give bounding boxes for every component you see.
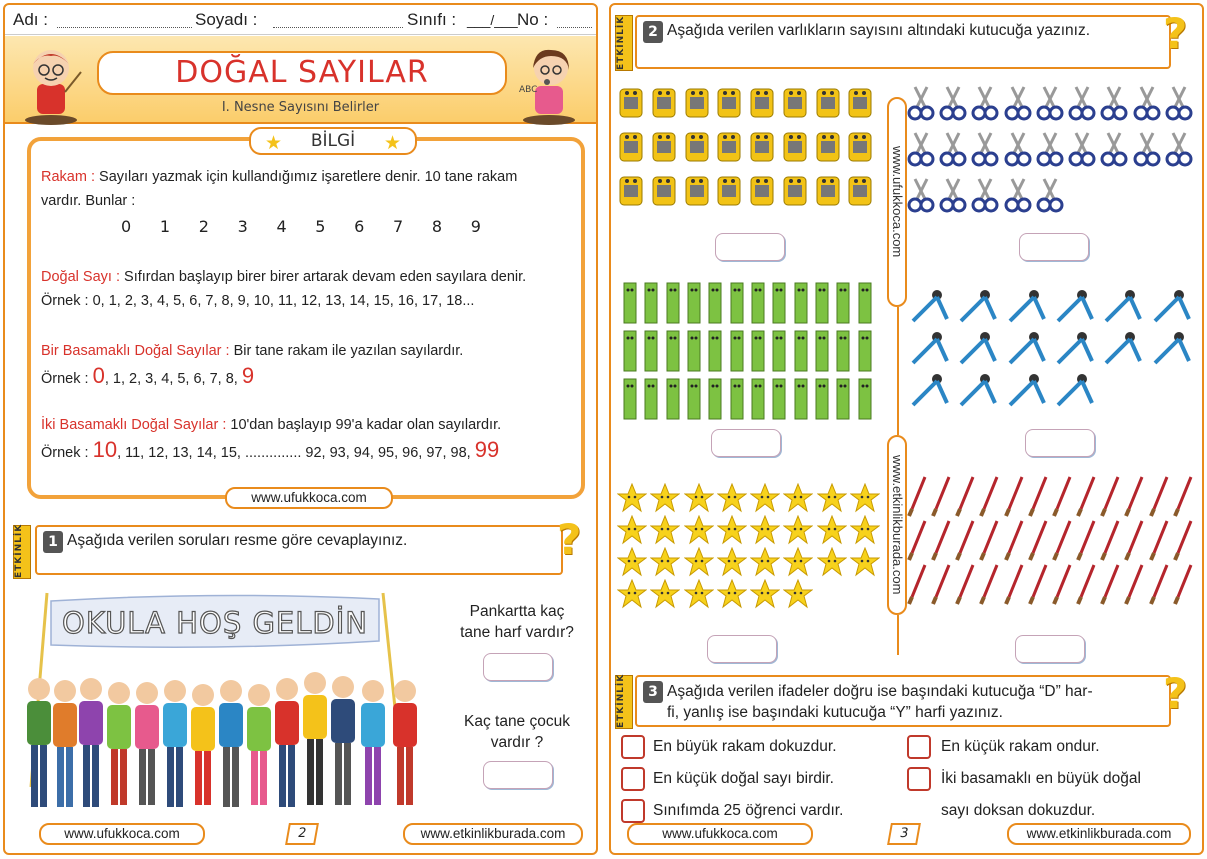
scissors-icon	[939, 85, 967, 123]
star-icon	[717, 515, 747, 545]
ruler-icon	[728, 329, 746, 373]
sharpener-icon	[650, 171, 678, 209]
brush-icon	[979, 519, 1001, 561]
answer-checkbox[interactable]	[621, 735, 645, 759]
bir-text: Bir tane rakam ile yazılan sayılardır.	[233, 343, 464, 359]
scissors-icon	[1036, 131, 1064, 169]
ruler-icon	[749, 281, 767, 325]
surname-label: Soyadı :	[195, 10, 258, 29]
star-icon	[617, 579, 647, 609]
scissors-icon	[1004, 131, 1032, 169]
ruler-icon	[834, 329, 852, 373]
ruler-icon	[749, 329, 767, 373]
digit: 1	[159, 217, 171, 236]
ruler-icon	[770, 377, 788, 421]
brush-icon	[1052, 519, 1074, 561]
sharpener-icon	[617, 171, 645, 209]
compass-icon	[1004, 371, 1048, 409]
no-line[interactable]	[557, 27, 592, 28]
ruler-answer-box[interactable]	[711, 429, 781, 457]
star-icon	[617, 547, 647, 577]
compass-group	[907, 287, 1197, 409]
class-label: Sınıfı :	[407, 10, 457, 29]
statement: Sınıfımda 25 öğrenci vardır.	[653, 802, 844, 819]
star-icon	[817, 547, 847, 577]
ruler-icon	[792, 377, 810, 421]
digit: 9	[470, 217, 481, 236]
compass-icon	[1052, 287, 1096, 325]
digit: 5	[315, 217, 326, 236]
left-page	[3, 3, 598, 855]
star-icon	[650, 483, 680, 513]
brush-icon	[1028, 563, 1050, 605]
footer-website-right[interactable]: www.etkinlikburada.com	[403, 823, 583, 845]
star-icon	[750, 483, 780, 513]
sharpener-icon	[748, 127, 776, 165]
student-info-header	[5, 5, 596, 35]
activity2-number: 2	[643, 21, 663, 43]
digit: 6	[354, 217, 365, 236]
ruler-icon	[856, 329, 874, 373]
brush-icon	[1124, 563, 1146, 605]
answer-checkbox[interactable]	[907, 735, 931, 759]
brush-icon	[1028, 519, 1050, 561]
sharpener-icon	[683, 127, 711, 165]
brush-icon	[979, 563, 1001, 605]
singing-girl-icon	[517, 42, 581, 126]
dogal-example: Örnek : 0, 1, 2, 3, 4, 5, 6, 7, 8, 9, 10, 11, 12, 13, 14, 15, 16, 17, 18...	[41, 293, 475, 309]
activity-tag: ETKİNLİK	[615, 675, 633, 729]
ruler-icon	[856, 377, 874, 421]
vertical-website-2[interactable]: www.etkinlikburada.com	[887, 435, 907, 615]
compass-icon	[1100, 329, 1144, 367]
digit: 4	[276, 217, 287, 236]
sharpener-icon	[846, 171, 874, 209]
compass-answer-box[interactable]	[1025, 429, 1095, 457]
ruler-icon	[621, 329, 639, 373]
middle-numbers: , 1, 2, 3, 4, 5, 6, 7, 8,	[104, 371, 238, 387]
star-icon	[717, 579, 747, 609]
digit: 7	[393, 217, 404, 236]
ruler-icon	[813, 281, 831, 325]
rakam-text1: Sayıları yazmak için kullandığımız işaretlere denir. 10 tane rakam	[99, 169, 518, 185]
ruler-icon	[834, 377, 852, 421]
rakam-term: Rakam :	[41, 169, 95, 185]
first-number: 10	[92, 437, 118, 462]
scissors-icon	[1100, 131, 1128, 169]
ruler-icon	[642, 329, 660, 373]
digit-list	[121, 217, 481, 236]
ruler-icon	[664, 329, 682, 373]
ruler-icon	[813, 377, 831, 421]
sharpener-icon	[846, 83, 874, 121]
scissors-icon	[1100, 85, 1128, 123]
iki-example	[41, 437, 499, 463]
brush-icon	[1149, 563, 1171, 605]
digit: 2	[198, 217, 209, 236]
middle-numbers: , 11, 12, 13, 14, 15, .............. 92, 93, 94, 95, 96, 97, 98,	[117, 445, 471, 461]
scissors-icon	[1068, 131, 1096, 169]
brush-icon	[1100, 519, 1122, 561]
compass-icon	[1052, 371, 1096, 409]
star-icon	[750, 547, 780, 577]
example-prefix: Örnek :	[41, 371, 89, 387]
ruler-icon	[792, 281, 810, 325]
star-icon	[717, 483, 747, 513]
sharpener-icon	[814, 171, 842, 209]
compass-icon	[1004, 329, 1048, 367]
scissors-answer-box[interactable]	[1019, 233, 1089, 261]
brush-icon	[1173, 563, 1195, 605]
ruler-icon	[770, 281, 788, 325]
brush-icon	[931, 519, 953, 561]
ruler-icon	[813, 329, 831, 373]
digit: 8	[431, 217, 443, 236]
bir-line	[41, 343, 463, 359]
activity1-question-bar	[35, 525, 563, 575]
compass-icon	[955, 371, 999, 409]
brush-group	[907, 475, 1197, 605]
star-icon	[750, 579, 780, 609]
scissors-icon	[971, 131, 999, 169]
sharpener-icon	[781, 127, 809, 165]
brush-icon	[1076, 563, 1098, 605]
sharpener-icon	[715, 171, 743, 209]
sharpener-icon	[715, 127, 743, 165]
brush-icon	[1100, 475, 1122, 517]
welcome-banner-illustration	[17, 587, 437, 817]
star-group	[617, 483, 883, 609]
activity3-question	[667, 681, 1093, 723]
brush-icon	[907, 563, 929, 605]
right-page	[609, 3, 1204, 855]
brush-icon	[907, 475, 929, 517]
ruler-icon	[834, 281, 852, 325]
ruler-icon	[664, 281, 682, 325]
surname-line[interactable]	[273, 27, 403, 28]
sharpener-icon	[617, 127, 645, 165]
brush-icon	[1052, 475, 1074, 517]
scissors-icon	[971, 85, 999, 123]
scissors-group	[907, 85, 1197, 215]
page-number: 3	[887, 823, 921, 845]
rakam-text2: vardır. Bunlar :	[41, 193, 136, 209]
sharpener-icon	[814, 127, 842, 165]
star-icon	[684, 515, 714, 545]
activity1-question: Aşağıda verilen soruları resme göre cevaplayınız.	[67, 532, 408, 549]
star-icon	[684, 547, 714, 577]
sharpener-answer-box[interactable]	[715, 233, 785, 261]
scissors-icon	[1036, 85, 1064, 123]
last-number: 9	[241, 363, 255, 388]
star-icon	[817, 483, 847, 513]
activity3-question-line1: Aşağıda verilen ifadeler doğru ise başındaki kutucuğa “D” har-	[667, 683, 1093, 700]
divider	[897, 615, 899, 655]
brush-icon	[907, 519, 929, 561]
sharpener-icon	[748, 83, 776, 121]
class-separator[interactable]: ___/___	[467, 12, 518, 28]
scissors-icon	[939, 177, 967, 215]
children-group	[27, 672, 417, 807]
compass-icon	[907, 287, 951, 325]
star-icon	[617, 515, 647, 545]
bir-example	[41, 363, 254, 389]
statement: En büyük rakam dokuzdur.	[653, 738, 837, 755]
q2-text	[437, 711, 597, 753]
star-icon	[650, 547, 680, 577]
digit: 3	[237, 217, 248, 236]
divider	[897, 307, 899, 435]
footer-website-right[interactable]: www.etkinlikburada.com	[1007, 823, 1191, 845]
brush-icon	[1149, 519, 1171, 561]
ruler-icon	[856, 281, 874, 325]
iki-text: 10'dan başlayıp 99'a kadar olan sayılardır.	[230, 417, 502, 433]
star-icon	[617, 483, 647, 513]
info-website[interactable]: www.ufukkoca.com	[225, 487, 393, 509]
sharpener-icon	[683, 171, 711, 209]
ruler-icon	[706, 377, 724, 421]
answer-checkbox[interactable]	[621, 799, 645, 823]
brush-icon	[1028, 475, 1050, 517]
sharpener-icon	[781, 171, 809, 209]
compass-icon	[1052, 329, 1096, 367]
star-icon	[650, 579, 680, 609]
title-band	[5, 36, 596, 124]
brush-icon	[1149, 475, 1171, 517]
example-prefix: Örnek :	[41, 445, 89, 461]
compass-icon	[907, 329, 951, 367]
star-icon	[783, 515, 813, 545]
ruler-icon	[706, 329, 724, 373]
scissors-icon	[1165, 131, 1193, 169]
digit: 0	[121, 217, 132, 236]
info-tab-label: BİLGİ	[310, 131, 356, 151]
bir-term: Bir Basamaklı Doğal Sayılar :	[41, 343, 230, 359]
brush-icon	[1100, 563, 1122, 605]
brush-icon	[931, 563, 953, 605]
activity1-number: 1	[43, 531, 63, 553]
compass-icon	[1149, 329, 1193, 367]
brush-icon	[955, 563, 977, 605]
sharpener-icon	[846, 127, 874, 165]
ruler-icon	[749, 377, 767, 421]
page-subtitle: I. Nesne Sayısını Belirler	[221, 100, 380, 115]
brush-icon	[955, 475, 977, 517]
statement: İki basamaklı en büyük doğal	[941, 770, 1141, 787]
compass-icon	[907, 371, 951, 409]
brush-icon	[1124, 519, 1146, 561]
compass-icon	[955, 287, 999, 325]
brush-icon	[1004, 563, 1026, 605]
dogal-line	[41, 269, 526, 285]
ruler-icon	[792, 329, 810, 373]
activity2-question: Aşağıda verilen varlıkların sayısını altındaki kutucuğa yazınız.	[667, 22, 1091, 39]
brush-icon	[1173, 475, 1195, 517]
activity2-question-bar	[635, 15, 1171, 69]
ruler-icon	[685, 377, 703, 421]
scissors-icon	[1004, 177, 1032, 215]
ruler-icon	[706, 281, 724, 325]
page-number: 2	[285, 823, 319, 845]
compass-icon	[955, 329, 999, 367]
info-tab	[249, 127, 417, 155]
sharpener-group	[617, 83, 879, 209]
star-icon	[850, 547, 880, 577]
brush-icon	[1004, 475, 1026, 517]
sharpener-icon	[650, 83, 678, 121]
brush-icon	[1076, 519, 1098, 561]
iki-term: İki Basamaklı Doğal Sayılar :	[41, 417, 227, 433]
scissors-icon	[1004, 85, 1032, 123]
statement-continued: sayı doksan dokuzdur.	[941, 802, 1096, 819]
compass-icon	[1100, 287, 1144, 325]
brush-icon	[1052, 563, 1074, 605]
activity3-question-line2: fi, yanlış ise başındaki kutucuğa “Y” harfi yazınız.	[667, 704, 1003, 721]
answer-checkbox[interactable]	[621, 767, 645, 791]
q1-text	[437, 601, 597, 643]
scissors-icon	[1068, 85, 1096, 123]
brush-icon	[979, 475, 1001, 517]
name-label: Adı :	[13, 10, 48, 29]
brush-icon	[955, 519, 977, 561]
sharpener-icon	[650, 127, 678, 165]
page-title: DOĞAL SAYILAR	[97, 51, 507, 95]
ruler-icon	[728, 281, 746, 325]
star-answer-box[interactable]	[707, 635, 777, 663]
first-number: 0	[92, 363, 105, 388]
scissors-icon	[907, 131, 935, 169]
footer-website-left[interactable]: www.ufukkoca.com	[627, 823, 813, 845]
iki-line	[41, 417, 501, 433]
brush-icon	[1124, 475, 1146, 517]
dogal-text: Sıfırdan başlayıp birer birer artarak devam eden sayılara denir.	[124, 269, 527, 285]
ruler-icon	[728, 377, 746, 421]
brush-icon	[1076, 475, 1098, 517]
scissors-icon	[1133, 85, 1161, 123]
question-mark-icon: ?	[1163, 669, 1188, 718]
activity-tag: ETKİNLİK	[615, 15, 633, 71]
ruler-icon	[621, 281, 639, 325]
sharpener-icon	[781, 83, 809, 121]
sharpener-icon	[814, 83, 842, 121]
ruler-icon	[642, 281, 660, 325]
statement: En küçük rakam ondur.	[941, 738, 1100, 755]
star-icon	[750, 515, 780, 545]
footer-website-left[interactable]: www.ufukkoca.com	[39, 823, 205, 845]
star-icon	[783, 483, 813, 513]
brush-answer-box[interactable]	[1015, 635, 1085, 663]
star-icon: ★	[265, 132, 283, 154]
question-mark-icon: ?	[557, 515, 582, 564]
scissors-icon	[971, 177, 999, 215]
compass-icon	[1149, 287, 1193, 325]
ruler-group	[621, 281, 877, 421]
compass-icon	[1004, 287, 1048, 325]
sharpener-icon	[715, 83, 743, 121]
info-box	[27, 131, 585, 505]
ruler-icon	[770, 329, 788, 373]
banner-text: OKULA HOŞ GELDİN	[62, 606, 368, 640]
q1-answer-box[interactable]	[483, 653, 553, 681]
star-icon	[850, 483, 880, 513]
last-number: 99	[474, 437, 500, 462]
ruler-icon	[685, 281, 703, 325]
scissors-icon	[1036, 177, 1064, 215]
statement: En küçük doğal sayı birdir.	[653, 770, 834, 787]
scissors-icon	[1133, 131, 1161, 169]
ruler-icon	[685, 329, 703, 373]
sharpener-icon	[748, 171, 776, 209]
answer-checkbox[interactable]	[907, 767, 931, 791]
star-icon	[684, 483, 714, 513]
brush-icon	[1004, 519, 1026, 561]
sharpener-icon	[683, 83, 711, 121]
activity3-question-bar	[635, 675, 1171, 727]
brush-icon	[1173, 519, 1195, 561]
name-line[interactable]	[57, 27, 192, 28]
scissors-icon	[907, 85, 935, 123]
activity3-number: 3	[643, 681, 663, 703]
rakam-line1	[41, 169, 517, 185]
star-icon	[684, 579, 714, 609]
ruler-icon	[621, 377, 639, 421]
vertical-website-1[interactable]: www.ufukkoca.com	[887, 97, 907, 307]
dogal-term: Doğal Sayı :	[41, 269, 120, 285]
star-icon	[817, 515, 847, 545]
no-label: No :	[517, 10, 549, 29]
scissors-icon	[1165, 85, 1193, 123]
ruler-icon	[642, 377, 660, 421]
q2-line2: vardır ?	[490, 734, 544, 751]
star-icon	[650, 515, 680, 545]
star-icon	[717, 547, 747, 577]
star-icon	[783, 579, 813, 609]
sharpener-icon	[617, 83, 645, 121]
scissors-icon	[907, 177, 935, 215]
question-mark-icon: ?	[1163, 9, 1188, 58]
ruler-icon	[664, 377, 682, 421]
scissors-icon	[939, 131, 967, 169]
q2-line1: Kaç tane çocuk	[464, 713, 570, 730]
star-icon	[783, 547, 813, 577]
activity-tag: ETKİNLİK	[13, 525, 31, 579]
brush-icon	[931, 475, 953, 517]
q2-answer-box[interactable]	[483, 761, 553, 789]
svg-text:ABC: ABC	[519, 85, 538, 95]
star-icon	[850, 515, 880, 545]
q1-line2: tane harf vardır?	[460, 624, 574, 641]
star-icon: ★	[383, 132, 401, 154]
q1-line1: Pankartta kaç	[469, 603, 565, 620]
